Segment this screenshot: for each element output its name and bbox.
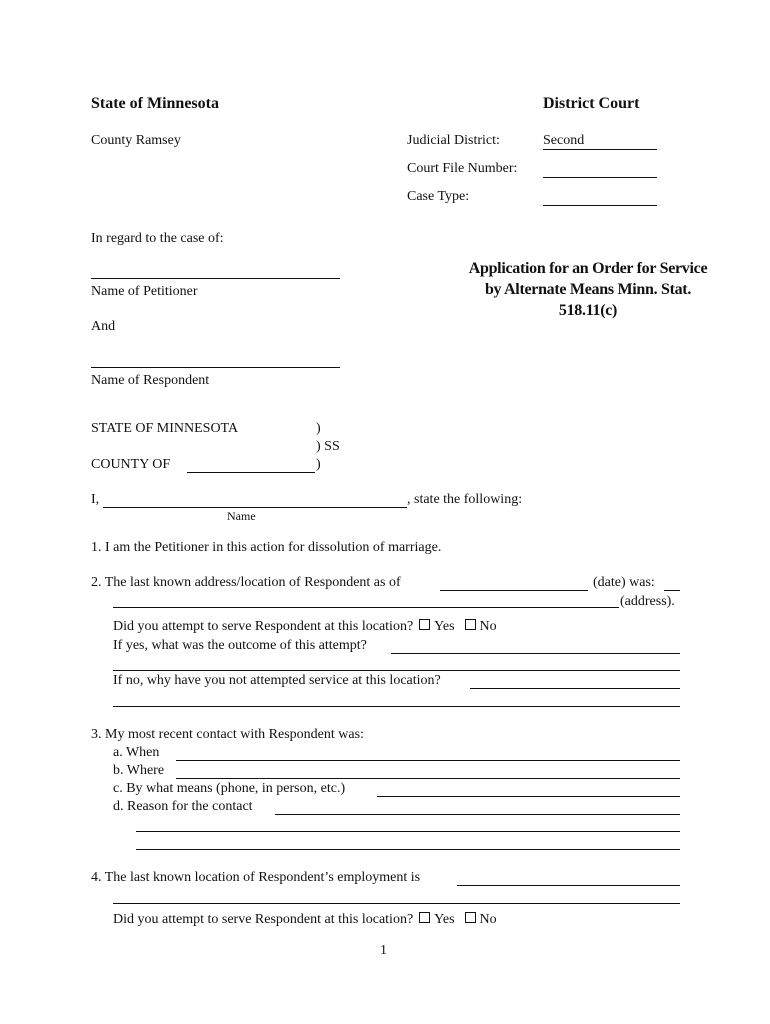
item-4-no-label: No (479, 912, 497, 927)
in-regard-label: In regard to the case of: (91, 231, 224, 246)
item-2-why-not-field[interactable] (470, 688, 680, 689)
judicial-district-label: Judicial District: (407, 133, 500, 148)
case-type-field[interactable] (543, 205, 657, 206)
item-4-employment-field[interactable] (457, 885, 680, 886)
item-2-text: 2. The last known address/location of Respondent as of (91, 575, 401, 590)
item-3d: d. Reason for the contact (113, 799, 253, 814)
item-4-no-checkbox[interactable] (465, 912, 476, 923)
venue-paren-3: ) (316, 457, 321, 472)
venue-county-field[interactable] (187, 472, 315, 473)
petitioner-label: Name of Petitioner (91, 284, 198, 299)
venue-county-label: COUNTY OF (91, 457, 171, 472)
item-2-address-label: (address). (620, 594, 675, 609)
petitioner-name-field[interactable] (91, 278, 340, 279)
item-2-outcome-field[interactable] (391, 653, 680, 654)
item-2-date-label: (date) was: (593, 575, 655, 590)
and-label: And (91, 319, 116, 334)
item-2-why-not-question: If no, why have you not attempted service at this location? (113, 673, 441, 688)
title-line-2: by Alternate Means Minn. Stat. (484, 281, 692, 298)
court-file-number-field[interactable] (543, 177, 657, 178)
item-3a-field[interactable] (176, 760, 680, 761)
page-number: 1 (380, 943, 387, 958)
item-2-attempt-question: Did you attempt to serve Respondent at this location? (113, 619, 414, 634)
item-4: 4. The last known location of Respondent’s employment is (91, 870, 421, 885)
court-heading: District Court (543, 95, 640, 112)
item-3d-field-2[interactable] (136, 831, 680, 832)
title-line-3: 518.11(c) (558, 302, 618, 319)
item-2-yes-label: Yes (434, 619, 455, 634)
declarant-prefix: I, (91, 492, 100, 507)
venue-state: STATE OF MINNESOTA (91, 421, 239, 436)
item-3d-field[interactable] (275, 814, 680, 815)
item-2-outcome-question: If yes, what was the outcome of this attempt? (113, 638, 367, 653)
declarant-name-field[interactable] (103, 507, 407, 508)
document-title (440, 258, 736, 321)
item-2-why-not-field-2[interactable] (113, 706, 680, 707)
item-3: 3. My most recent contact with Respondent was: (91, 727, 364, 742)
item-4-yes-checkbox[interactable] (419, 912, 430, 923)
court-file-label: Court File Number: (407, 161, 518, 176)
respondent-label: Name of Respondent (91, 373, 210, 388)
county-label: County Ramsey (91, 133, 181, 148)
item-4-attempt-row (113, 912, 497, 928)
item-2-date-extra-field[interactable] (664, 590, 680, 591)
state-heading: State of Minnesota (91, 95, 219, 112)
respondent-name-field[interactable] (91, 367, 340, 368)
declarant-suffix: , state the following: (407, 492, 523, 507)
item-2-yes-checkbox[interactable] (419, 619, 430, 630)
item-4-attempt-question: Did you attempt to serve Respondent at this location? (113, 912, 414, 927)
item-2-address-field[interactable] (113, 607, 619, 608)
item-3b-field[interactable] (176, 778, 680, 779)
title-line-1: Application for an Order for Service (468, 260, 708, 277)
item-3b: b. Where (113, 763, 165, 778)
item-2-no-checkbox[interactable] (465, 619, 476, 630)
judicial-district-value: Second (543, 133, 585, 148)
judicial-district-field[interactable] (543, 149, 657, 150)
item-3c: c. By what means (phone, in person, etc.) (113, 781, 346, 796)
declarant-name-label: Name (227, 509, 256, 523)
item-4-yes-label: Yes (434, 912, 455, 927)
item-2-attempt-row (113, 619, 497, 635)
item-3a: a. When (113, 745, 160, 760)
item-2-date-field[interactable] (440, 590, 588, 591)
item-4-employment-field-2[interactable] (113, 903, 680, 904)
item-1: 1. I am the Petitioner in this action for dissolution of marriage. (91, 540, 442, 555)
item-3d-field-3[interactable] (136, 849, 680, 850)
case-type-label: Case Type: (407, 189, 470, 204)
item-3c-field[interactable] (377, 796, 680, 797)
venue-paren-1: ) (316, 421, 321, 436)
item-2-no-label: No (479, 619, 497, 634)
venue-ss: ) SS (316, 439, 340, 454)
item-2-outcome-field-2[interactable] (113, 670, 680, 671)
